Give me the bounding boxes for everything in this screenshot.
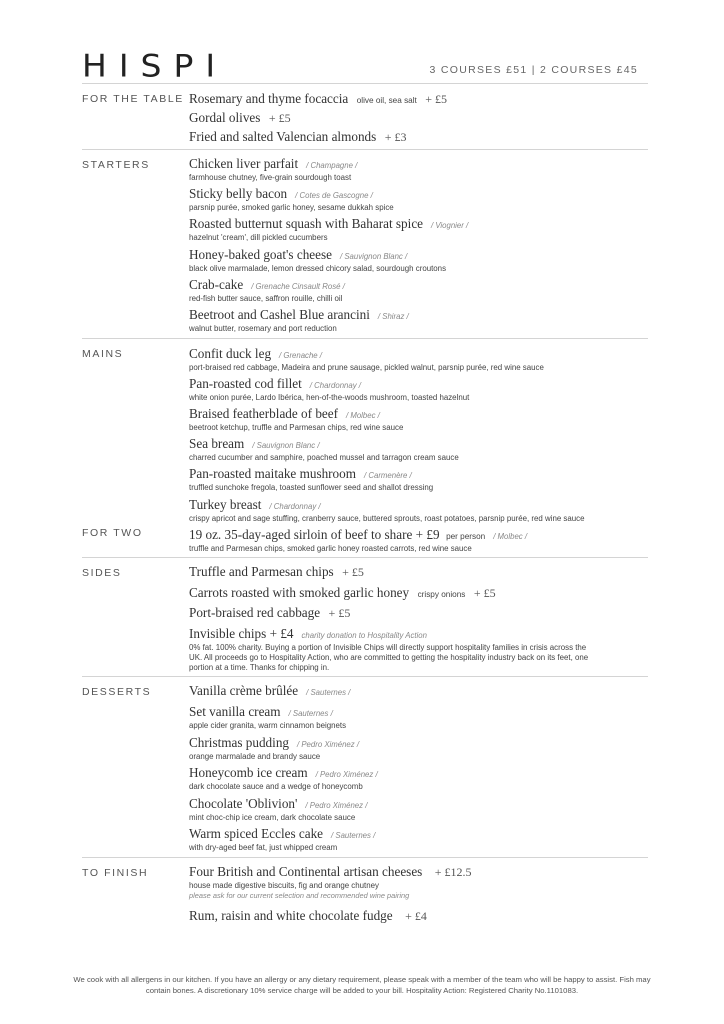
wine-pairing: / Grenache Cinsault Rosé / [251, 282, 345, 291]
menu-item [189, 764, 378, 792]
menu-item [189, 795, 367, 823]
menu-item [189, 185, 394, 213]
wine-pairing: / Molbec / [346, 411, 380, 420]
dish-price: + £12.5 [434, 865, 472, 879]
dish-name: Confit duck leg [189, 346, 272, 361]
wine-pairing: / Champagne / [306, 161, 358, 170]
dish-description: 0% fat. 100% charity. Buying a portion of Invisible Chips will directly support hospitality families in crisis across the UK. All proceeds go to Hospitality Action, who are committed to getting the hospitality industry back on its feet, one portion at a time. Thanks for chipping in. [189, 643, 589, 672]
dish-name: Roasted butternut squash with Baharat spice [189, 216, 424, 231]
section-to-finish [82, 857, 648, 937]
menu-item [189, 703, 346, 731]
dish-name: Honey-baked goat's cheese [189, 247, 332, 262]
dish-name: Set vanilla cream [189, 704, 281, 719]
dish-description: walnut butter, rosemary and port reduction [189, 324, 337, 333]
section-label: FOR THE TABLE [82, 93, 184, 105]
section-for-the-table [82, 83, 648, 149]
charity-note: charity donation to Hospitality Action [301, 631, 427, 640]
dish-price: + £5 [268, 111, 291, 125]
menu-item [189, 907, 427, 925]
dish-name: 19 oz. 35-day-aged sirloin of beef to share + £9 [189, 527, 440, 542]
wine-pairing: / Chardonnay / [309, 381, 361, 390]
dish-description: beetroot ketchup, truffle and Parmesan chips, red wine sauce [189, 423, 404, 432]
menu-item [189, 734, 359, 762]
dish-name: Sticky belly bacon [189, 186, 288, 201]
wine-pairing: / Carmenère / [364, 471, 412, 480]
wine-pairing: / Shiraz / [377, 312, 409, 321]
dish-price: + £5 [328, 606, 351, 620]
wine-pairing: / Molbec / [493, 532, 528, 541]
section-mains [82, 338, 648, 523]
section-sides [82, 557, 648, 677]
dish-name: Christmas pudding [189, 735, 290, 750]
dish-description: house made digestive biscuits, fig and orange chutney [189, 881, 379, 890]
dish-name: Rosemary and thyme focaccia [189, 91, 349, 106]
menu-item [189, 825, 375, 853]
section-label: TO FINISH [82, 867, 149, 879]
menu-item [189, 90, 447, 108]
dish-name: Crab-cake [189, 277, 244, 292]
dish-price: + £4 [405, 909, 427, 923]
menu-item [189, 128, 407, 146]
dish-description: farmhouse chutney, five-grain sourdough toast [189, 173, 352, 182]
dish-description: truffled sunchoke fregola, toasted sunflower seed and shallot dressing [189, 483, 434, 492]
section-label: SIDES [82, 567, 122, 579]
dish-name: Gordal olives [189, 110, 261, 125]
dish-price: + £5 [473, 586, 496, 600]
menu-item [189, 435, 459, 463]
dish-name: Pan-roasted maitake mushroom [189, 466, 357, 481]
dish-description: port-braised red cabbage, Madeira and prune sausage, pickled walnut, parsnip purée, red wine sauce [189, 363, 544, 372]
menu-item [189, 109, 291, 127]
dish-price: + £3 [384, 130, 407, 144]
dish-extra: olive oil, sea salt [356, 96, 417, 105]
dish-name: Fried and salted Valencian almonds [189, 129, 377, 144]
section-desserts [82, 676, 648, 856]
section-label: MAINS [82, 348, 124, 360]
menu-item [189, 276, 345, 304]
dish-name: Invisible chips + £4 [189, 626, 294, 641]
dish-description: with dry-aged beef fat, just whipped cream [189, 843, 338, 852]
section-starters [82, 149, 648, 339]
dish-description: dark chocolate sauce and a wedge of honeycomb [189, 782, 363, 791]
dish-name: Four British and Continental artisan cheeses [189, 864, 423, 879]
dish-description: black olive marmalade, lemon dressed chicory salad, sourdough croutons [189, 264, 447, 273]
section-label: STARTERS [82, 159, 150, 171]
menu-item [189, 345, 544, 373]
dish-name: Vanilla crème brûlée [189, 683, 299, 698]
wine-pairing: / Sauternes / [331, 831, 376, 840]
wine-pairing: / Pedro Ximénez / [297, 740, 359, 749]
menu-item [189, 246, 446, 274]
dish-description: truffle and Parmesan chips, smoked garlic honey roasted carrots, red wine sauce [189, 544, 472, 553]
selection-note: please ask for our current selection and recommended wine pairing [189, 891, 410, 900]
menu-item [189, 584, 496, 602]
dish-price: + £5 [425, 92, 448, 106]
dish-extra: per person [446, 532, 486, 541]
dish-description: crispy apricot and sage stuffing, cranberry sauce, buttered sprouts, roast potatoes, parsnip purée, red wine sauce [189, 514, 585, 523]
wine-pairing: / Sauternes / [306, 688, 351, 697]
dish-description: mint choc-chip ice cream, dark chocolate sauce [189, 813, 356, 822]
restaurant-logo: HISPI [82, 46, 228, 85]
menu-item [189, 465, 433, 493]
menu-item [189, 604, 350, 622]
menu-item [189, 375, 469, 403]
menu-item [189, 625, 594, 673]
dish-extra: crispy onions [417, 590, 466, 599]
wine-pairing: / Sauvignon Blanc / [252, 441, 320, 450]
section-label: FOR TWO [82, 527, 143, 539]
allergen-footer: We cook with all allergens in our kitchen. If you have an allergy or any dietary requirement, please speak with a member of the team who will be happy to assist. Fish may contain bones. A discretionary 10% service charge will be added to your bill. Hospitality Action: Registered Charity No.1101083. [73, 975, 651, 995]
dish-name: Sea bream [189, 436, 245, 451]
menu-item [189, 682, 350, 700]
dish-description: hazelnut 'cream', dill pickled cucumbers [189, 233, 328, 242]
dish-name: Pan-roasted cod fillet [189, 376, 302, 391]
menu-item [189, 526, 527, 554]
menu-item [189, 405, 403, 433]
dish-description: charred cucumber and samphire, poached mussel and tarragon cream sauce [189, 453, 459, 462]
dish-price: + £5 [342, 565, 364, 579]
section-label: DESSERTS [82, 686, 152, 698]
dish-name: Braised featherblade of beef [189, 406, 339, 421]
menu-item [189, 863, 472, 901]
menu-item [189, 215, 468, 243]
menu-item [189, 563, 364, 581]
wine-pairing: / Pedro Ximénez / [315, 770, 378, 779]
dish-name: Warm spiced Eccles cake [189, 826, 324, 841]
dish-description: apple cider granita, warm cinnamon beignets [189, 721, 347, 730]
dish-description: orange marmalade and brandy sauce [189, 752, 321, 761]
dish-name: Rum, raisin and white chocolate fudge [189, 908, 393, 923]
wine-pairing: / Grenache / [279, 351, 322, 360]
wine-pairing: / Sauvignon Blanc / [339, 252, 408, 261]
menu-item [189, 155, 357, 183]
wine-pairing: / Chardonnay / [269, 502, 321, 511]
section-for-two [82, 518, 648, 557]
wine-pairing: / Pedro Ximénez / [305, 801, 368, 810]
wine-pairing: / Sauternes / [288, 709, 333, 718]
dish-name: Carrots roasted with smoked garlic honey [189, 585, 410, 600]
dish-name: Chocolate 'Oblivion' [189, 796, 298, 811]
menu-item [189, 306, 409, 334]
dish-name: Honeycomb ice cream [189, 765, 308, 780]
dish-name: Truffle and Parmesan chips [189, 564, 334, 579]
wine-pairing: / Cotes de Gascogne / [295, 191, 373, 200]
dish-description: parsnip purée, smoked garlic honey, sesame dukkah spice [189, 203, 394, 212]
dish-name: Turkey breast [189, 497, 262, 512]
dish-name: Port-braised red cabbage [189, 605, 321, 620]
dish-description: white onion purée, Lardo Ibérica, hen-of-the-woods mushroom, toasted hazelnut [189, 393, 470, 402]
dish-description: red-fish butter sauce, saffron rouille, chilli oil [189, 294, 343, 303]
course-pricing: 3 COURSES £51 | 2 COURSES £45 [429, 64, 638, 76]
dish-name: Beetroot and Cashel Blue arancini [189, 307, 370, 322]
dish-name: Chicken liver parfait [189, 156, 299, 171]
wine-pairing: / Viognier / [431, 221, 469, 230]
